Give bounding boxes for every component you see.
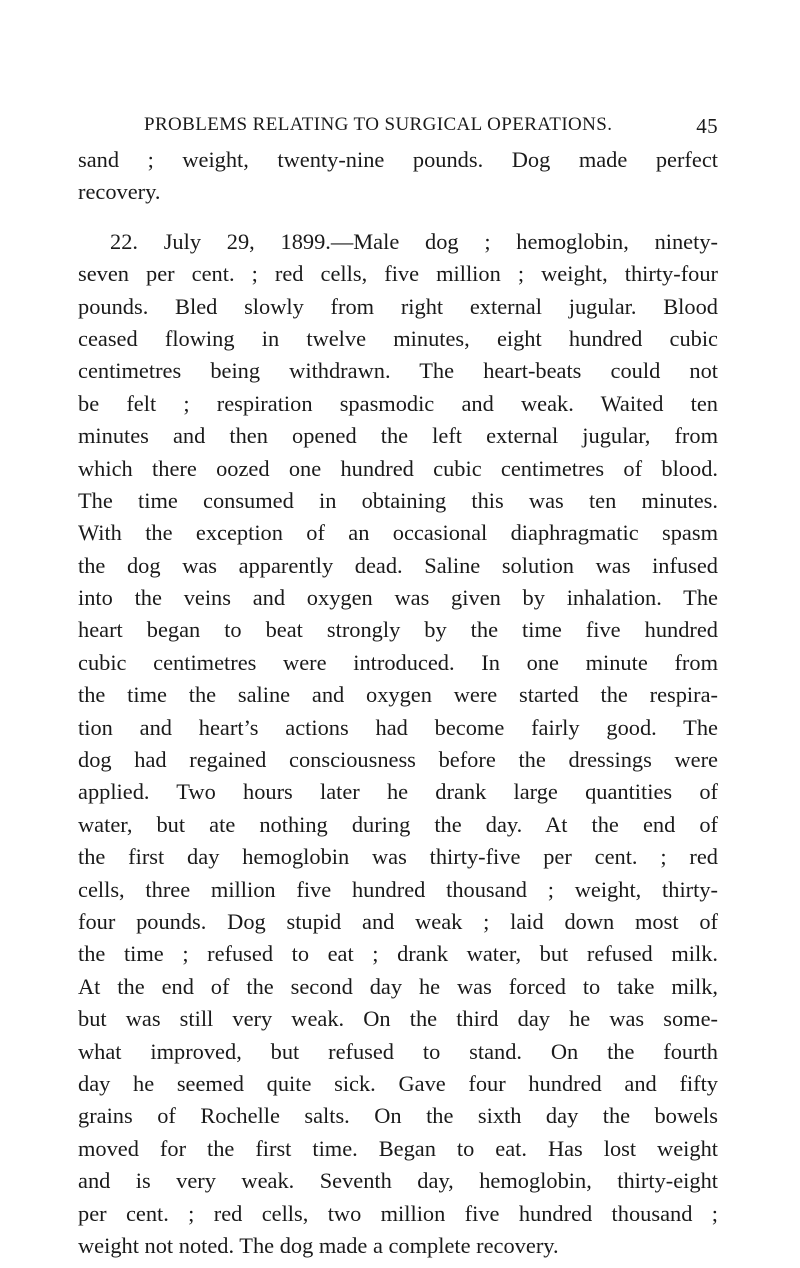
text-line: minutes and then opened the left external jugular, from: [78, 423, 718, 449]
text-line: day he seemed quite sick. Gave four hundred and fifty: [78, 1070, 718, 1096]
text-line: moved for the first time. Began to eat. Has lost weight: [78, 1135, 718, 1161]
text-line: be felt ; respiration spasmodic and weak. Waited ten: [78, 390, 718, 416]
text-line: applied. Two hours later he drank large quantities of: [78, 779, 718, 805]
text-line: 22. July 29, 1899.—Male dog ; hemoglobin, ninety-: [110, 228, 718, 254]
body-text: [78, 144, 718, 1262]
text-line: water, but ate nothing during the day. At the end of: [78, 811, 718, 837]
text-line: weight not noted. The dog made a complete recovery.: [78, 1232, 559, 1258]
text-line: tion and heart’s actions had become fairly good. The: [78, 714, 718, 740]
text-line: cubic centimetres were introduced. In one minute from: [78, 649, 718, 675]
text-line: The time consumed in obtaining this was ten minutes.: [78, 487, 718, 513]
text-line: the time the saline and oxygen were started the respira-: [78, 682, 718, 708]
text-line: the time ; refused to eat ; drank water, but refused milk.: [78, 941, 718, 967]
text-line: centimetres being withdrawn. The heart-beats could not: [78, 358, 718, 384]
running-head: [78, 114, 718, 138]
paragraph-case-22: [78, 226, 718, 1263]
text-line: recovery.: [78, 179, 161, 205]
text-line: what improved, but refused to stand. On the fourth: [78, 1038, 718, 1064]
text-line: cells, three million five hundred thousand ; weight, thirty-: [78, 876, 718, 902]
text-line: At the end of the second day he was forced to take milk,: [78, 973, 718, 999]
text-line: grains of Rochelle salts. On the sixth day the bowels: [78, 1103, 718, 1129]
running-title: PROBLEMS RELATING TO SURGICAL OPERATIONS.: [144, 114, 613, 135]
text-line: ceased flowing in twelve minutes, eight hundred cubic: [78, 325, 718, 351]
text-line: the dog was apparently dead. Saline solution was infused: [78, 552, 718, 578]
text-line: sand ; weight, twenty-nine pounds. Dog made perfect: [78, 147, 718, 172]
text-line: pounds. Bled slowly from right external jugular. Blood: [78, 293, 718, 319]
text-line: four pounds. Dog stupid and weak ; laid down most of: [78, 908, 718, 934]
text-line: and is very weak. Seventh day, hemoglobin, thirty-eight: [78, 1168, 718, 1194]
text-line: seven per cent. ; red cells, five million ; weight, thirty-four: [78, 261, 718, 287]
text-line: heart began to beat strongly by the time five hundred: [78, 617, 718, 643]
text-line: With the exception of an occasional diaphragmatic spasm: [78, 520, 718, 546]
text-line: dog had regained consciousness before the dressings were: [78, 747, 718, 773]
page-number: 45: [696, 114, 718, 138]
text-line: per cent. ; red cells, two million five hundred thousand ;: [78, 1200, 718, 1226]
text-line: the first day hemoglobin was thirty-five per cent. ; red: [78, 844, 718, 870]
text-line: into the veins and oxygen was given by inhalation. The: [78, 585, 718, 611]
paragraph-continuation: [78, 144, 718, 209]
text-line: but was still very weak. On the third day he was some-: [78, 1006, 718, 1032]
text-line: which there oozed one hundred cubic centimetres of blood.: [78, 455, 718, 481]
